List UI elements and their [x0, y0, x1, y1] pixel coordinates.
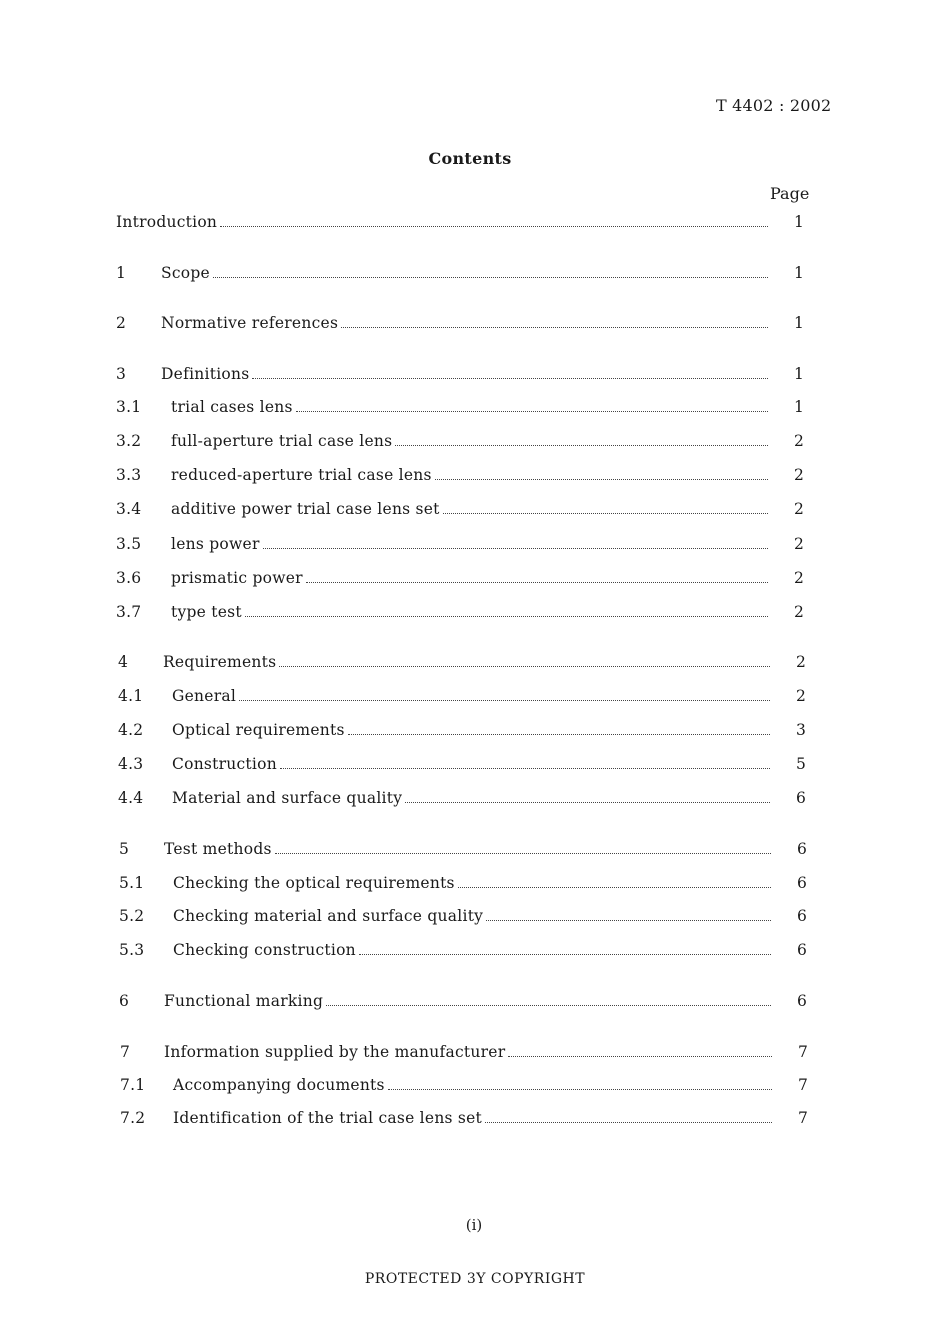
- toc-label: Checking material and surface quality: [173, 907, 484, 925]
- toc-label: Optical requirements: [172, 721, 345, 739]
- toc-page: 7: [797, 1076, 809, 1094]
- toc-page: 1: [793, 264, 805, 282]
- dot-leader: [275, 853, 771, 854]
- toc-label: Test methods: [164, 840, 272, 858]
- toc-number: 5: [119, 840, 130, 858]
- toc-entry-4-1[interactable]: [118, 687, 808, 709]
- toc-page: 6: [796, 907, 808, 925]
- toc-entry-7-1[interactable]: [120, 1076, 810, 1098]
- toc-label: Definitions: [161, 365, 250, 383]
- toc-number: 7.1: [120, 1076, 146, 1094]
- toc-page: 2: [793, 569, 805, 587]
- toc-page: 2: [795, 687, 807, 705]
- toc-entry-3-3[interactable]: [116, 466, 806, 488]
- toc-page: 6: [796, 874, 808, 892]
- toc-label: Functional marking: [164, 992, 324, 1010]
- toc-number: 3.3: [116, 466, 142, 484]
- toc-page: 7: [797, 1043, 809, 1061]
- toc-entry-4-3[interactable]: [118, 755, 808, 777]
- toc-page: 1: [793, 213, 805, 231]
- toc-label: Information supplied by the manufacturer: [164, 1043, 506, 1061]
- toc-label: type test: [171, 603, 242, 621]
- dot-leader: [486, 920, 771, 921]
- toc-page: 6: [795, 789, 807, 807]
- toc-page: 1: [793, 314, 805, 332]
- toc-entry-4[interactable]: [118, 653, 808, 675]
- toc-page: 2: [793, 603, 805, 621]
- toc-number: 5.1: [119, 874, 145, 892]
- toc-page: 1: [793, 365, 805, 383]
- toc-page: 1: [793, 398, 805, 416]
- toc-page: 2: [795, 653, 807, 671]
- toc-page: 6: [796, 840, 808, 858]
- toc-label: Requirements: [163, 653, 277, 671]
- toc-entry-introduction[interactable]: [116, 213, 806, 235]
- toc-label: Construction: [172, 755, 277, 773]
- toc-entry-5[interactable]: [119, 840, 809, 862]
- document-id: T 4402 : 2002: [716, 96, 832, 115]
- toc-entry-3-6[interactable]: [116, 569, 806, 591]
- toc-number: 4.3: [118, 755, 144, 773]
- toc-number: 3.2: [116, 432, 142, 450]
- dot-leader: [213, 277, 768, 278]
- toc-number: 5.2: [119, 907, 145, 925]
- toc-page: 2: [793, 466, 805, 484]
- toc-label: Checking the optical requirements: [173, 874, 455, 892]
- toc-entry-7[interactable]: [120, 1043, 810, 1065]
- toc-entry-4-4[interactable]: [118, 789, 808, 811]
- toc-number: 4.1: [118, 687, 144, 705]
- toc-label: Scope: [161, 264, 210, 282]
- toc-label: lens power: [171, 535, 260, 553]
- dot-leader: [458, 887, 771, 888]
- toc-page: 2: [793, 432, 805, 450]
- toc-page: 6: [796, 941, 808, 959]
- dot-leader: [348, 734, 770, 735]
- toc-page: 5: [795, 755, 807, 773]
- toc-page: 3: [795, 721, 807, 739]
- dot-leader: [359, 954, 771, 955]
- toc-entry-3-5[interactable]: [116, 535, 806, 557]
- toc-entry-6[interactable]: [119, 992, 809, 1014]
- copyright-notice: PROTECTED 3Y COPYRIGHT: [364, 1271, 586, 1287]
- toc-page: 7: [797, 1109, 809, 1127]
- toc-number: 3.1: [116, 398, 142, 416]
- dot-leader: [443, 513, 768, 514]
- page-column-header: Page: [770, 184, 810, 203]
- toc-page: 2: [793, 500, 805, 518]
- toc-entry-5-2[interactable]: [119, 907, 809, 929]
- toc-label: Introduction: [116, 213, 218, 231]
- dot-leader: [508, 1056, 772, 1057]
- toc-number: 3.4: [116, 500, 142, 518]
- toc-number: 4.2: [118, 721, 144, 739]
- toc-entry-3-2[interactable]: [116, 432, 806, 454]
- toc-entry-3-7[interactable]: [116, 603, 806, 625]
- toc-label: prismatic power: [171, 569, 303, 587]
- toc-number: 7: [120, 1043, 131, 1061]
- dot-leader: [220, 226, 768, 227]
- toc-number: 6: [119, 992, 130, 1010]
- toc-label: Accompanying documents: [173, 1076, 385, 1094]
- toc-label: Normative references: [161, 314, 339, 332]
- toc-number: 3.7: [116, 603, 142, 621]
- toc-number: 2: [116, 314, 127, 332]
- dot-leader: [405, 802, 770, 803]
- toc-page: 2: [793, 535, 805, 553]
- dot-leader: [341, 327, 768, 328]
- toc-entry-2[interactable]: [116, 314, 806, 336]
- toc-number: 5.3: [119, 941, 145, 959]
- dot-leader: [280, 768, 770, 769]
- toc-label: Checking construction: [173, 941, 356, 959]
- toc-page: 6: [796, 992, 808, 1010]
- dot-leader: [239, 700, 770, 701]
- toc-entry-5-3[interactable]: [119, 941, 809, 963]
- dot-leader: [485, 1122, 772, 1123]
- toc-number: 3: [116, 365, 127, 383]
- toc-entry-1[interactable]: [116, 264, 806, 286]
- toc-label: General: [172, 687, 237, 705]
- dot-leader: [388, 1089, 772, 1090]
- dot-leader: [245, 616, 768, 617]
- dot-leader: [279, 666, 770, 667]
- toc-entry-3[interactable]: [116, 365, 806, 387]
- toc-number: 3.5: [116, 535, 142, 553]
- toc-entry-4-2[interactable]: [118, 721, 808, 743]
- toc-number: 4.4: [118, 789, 144, 807]
- toc-entry-7-2[interactable]: [120, 1109, 810, 1131]
- toc-entry-3-1[interactable]: [116, 398, 806, 420]
- dot-leader: [296, 411, 768, 412]
- footer-page-number: (i): [465, 1216, 483, 1234]
- dot-leader: [252, 378, 768, 379]
- toc-label: reduced-aperture trial case lens: [171, 466, 432, 484]
- toc-entry-3-4[interactable]: [116, 500, 806, 522]
- toc-number: 4: [118, 653, 129, 671]
- toc-label: trial cases lens: [171, 398, 293, 416]
- dot-leader: [263, 548, 768, 549]
- dot-leader: [326, 1005, 771, 1006]
- toc-label: additive power trial case lens set: [171, 500, 440, 518]
- toc-entry-5-1[interactable]: [119, 874, 809, 896]
- toc-number: 1: [116, 264, 127, 282]
- page-title: Contents: [428, 149, 512, 168]
- toc-label: Identification of the trial case lens set: [173, 1109, 483, 1127]
- toc-label: Material and surface quality: [172, 789, 403, 807]
- toc-number: 7.2: [120, 1109, 146, 1127]
- dot-leader: [395, 445, 768, 446]
- toc-number: 3.6: [116, 569, 142, 587]
- dot-leader: [435, 479, 768, 480]
- dot-leader: [306, 582, 768, 583]
- toc-label: full-aperture trial case lens: [171, 432, 393, 450]
